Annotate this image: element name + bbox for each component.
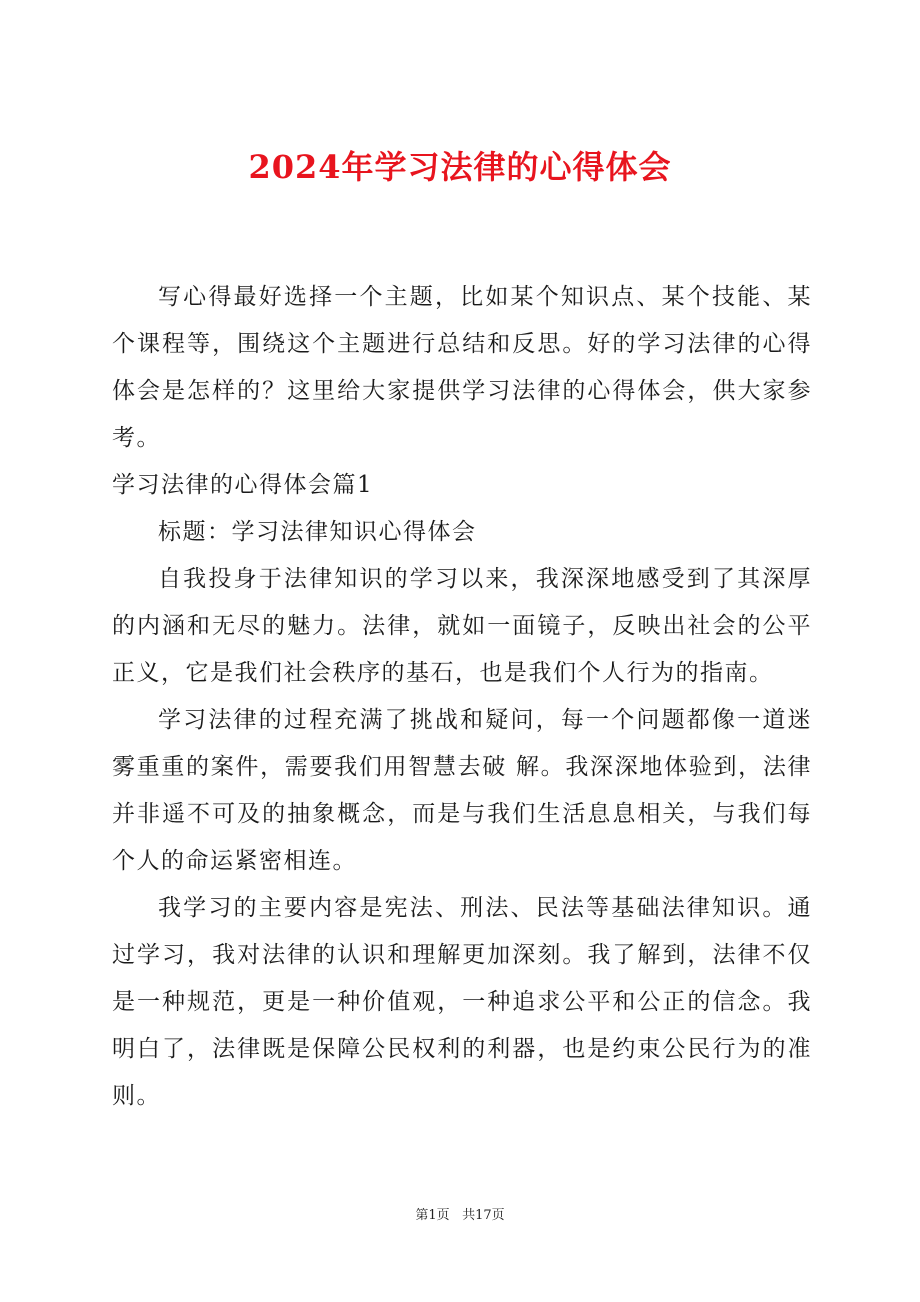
page-footer xyxy=(0,1207,920,1225)
document-body xyxy=(112,274,812,1120)
section-heading: 学习法律的心得体会篇1 xyxy=(112,472,374,498)
page-number: 第1页 xyxy=(415,1208,450,1223)
page-total: 共17页 xyxy=(462,1208,505,1223)
body-paragraph: 自我投身于法律知识的学习以来，我深深地感受到了其深厚的内涵和无尽的魅力。法律，就如一面镜子，反映出社会的公平正义，它是我们社会秩序的基石，也是我们个人行为的指南。 xyxy=(112,566,812,686)
document-title: 2024年学习法律的心得体会 xyxy=(248,148,672,186)
intro-paragraph: 写心得最好选择一个主题，比如某个知识点、某个技能、某个课程等，围绕这个主题进行总结和反思。好的学习法律的心得体会是怎样的？这里给大家提供学习法律的心得体会，供大家参考。 xyxy=(112,284,812,451)
subtitle-paragraph: 标题：学习法律知识心得体会 xyxy=(158,519,477,545)
body-paragraph: 学习法律的过程充满了挑战和疑问，每一个问题都像一道迷雾重重的案件，需要我们用智慧去破 解。我深深地体验到，法律并非遥不可及的抽象概念，而是与我们生活息息相关，与我们每个人的命运紧密相连。 xyxy=(112,707,812,874)
body-paragraph: 我学习的主要内容是宪法、刑法、民法等基础法律知识。通过学习，我对法律的认识和理解更加深刻。我了解到，法律不仅是一种规范，更是一种价值观，一种追求公平和公正的信念。我明白了，法律既是保障公民权利的利器，也是约束公民行为的准则。 xyxy=(112,895,812,1109)
